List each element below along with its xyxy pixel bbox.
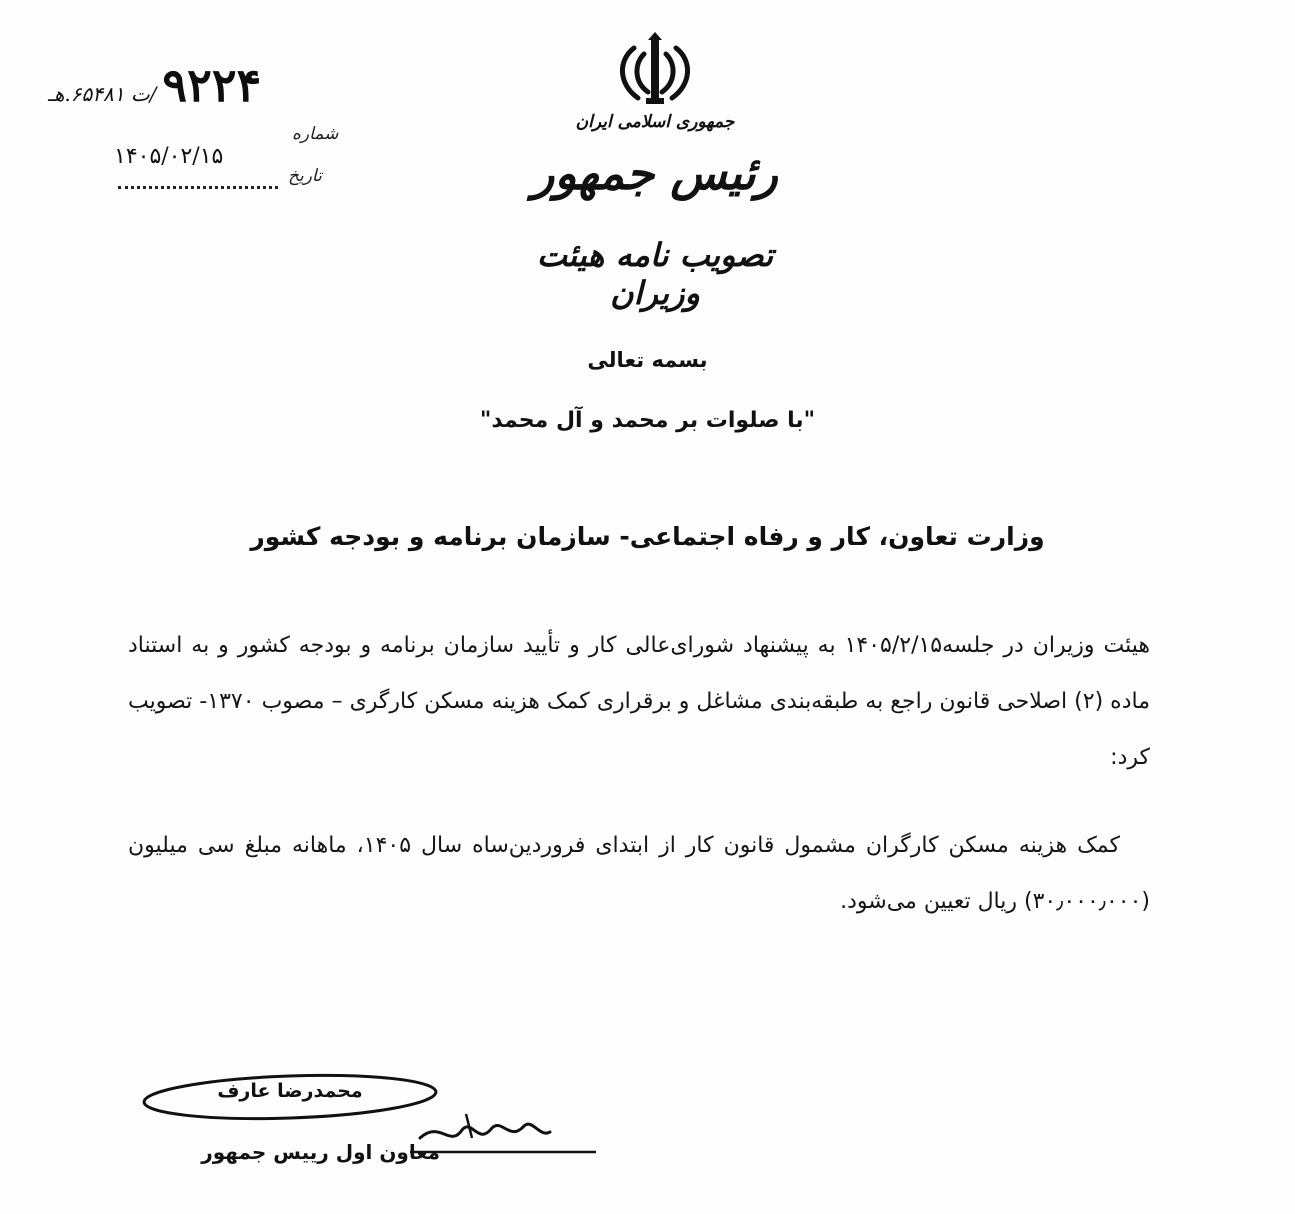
- reference-number-main: ۹۲۲۴: [162, 58, 262, 112]
- date-label: تاریخ: [288, 166, 322, 186]
- salawat-line: "با صلوات بر محمد و آل محمد": [479, 408, 816, 433]
- date-dotted-line: [118, 186, 278, 189]
- number-label: شماره: [292, 124, 339, 144]
- invocation: بسمه تعالی: [587, 348, 708, 372]
- signer-name: محمدرضا عارف: [217, 1080, 363, 1102]
- office-title: رئیس جمهور: [532, 146, 778, 200]
- signature-block: [130, 1068, 600, 1178]
- addressees-heading: وزارت تعاون، کار و رفاه اجتماعی- سازمان برنامه و بودجه کشور: [250, 522, 1045, 551]
- date-value: ۱۴۰۵/۰۲/۱۵: [114, 144, 224, 169]
- iran-emblem-icon: [612, 32, 698, 108]
- country-name: جمهوری اسلامی ایران: [575, 112, 735, 132]
- reference-number-suffix: /ت ۶۵۴۸۱.هـ: [48, 82, 157, 106]
- reference-block: [40, 58, 360, 208]
- document-title: تصویب نامه هیئت وزیران: [536, 236, 774, 312]
- reference-number: [48, 58, 261, 112]
- decree-paragraph-1: هیئت وزیران در جلسه۱۴۰۵/۲/۱۵ به پیشنهاد شورای‌عالی کار و تأیید سازمان برنامه و بودجه کشور و به استناد ماده (۲) اصلاحی قانون راجع به طبقه‌بندی مشاغل و برقراری کمک هزینه مسکن کارگری – مصوب ۱۳۷۰- تصویب کرد:: [128, 633, 1150, 770]
- decree-paragraph-2: کمک هزینه مسکن کارگران مشمول قانون کار از ابتدای فروردین‌ساه سال ۱۴۰۵، ماهانه مبلغ سی میلیون (۳۰٫۰۰۰٫۰۰۰) ریال تعیین می‌شود.: [128, 833, 1150, 914]
- signer-title: معاون اول رییس جمهور: [201, 1140, 440, 1164]
